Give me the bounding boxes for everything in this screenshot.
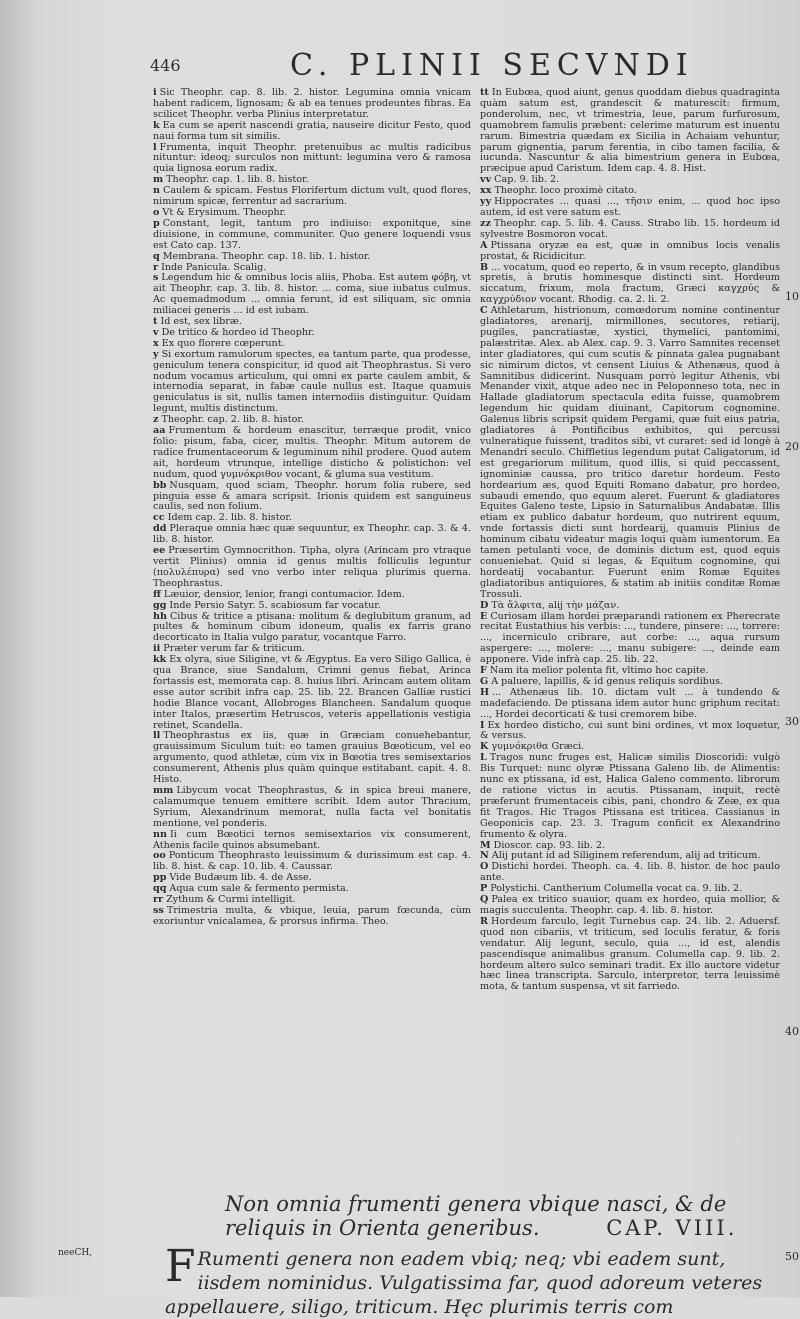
note-label: z	[153, 414, 159, 426]
note-text: Nam ita melior polenta fit, vltimo hoc capite.	[489, 665, 709, 677]
note-text: Legendum hic & omnibus locis aliis, Phoba. Est autem φόβη, vt ait Theophr. cap. 3. lib. 8. histor. ... coma, siue iubatus culmus. Ac quemadmodum ... omnia ferunt, id est siliquam, sic omnia miliacei generis ... id est iubam.	[153, 272, 471, 317]
annotation-note	[153, 121, 471, 143]
annotation-note	[153, 655, 471, 731]
note-text: Si exortum ramulorum spectes, ea tantum parte, qua prodesse, geniculum tenera conspicitur, id quod ait Theophrastus. Si vero nodum vocamus articulum, qui omni ex parte caulem ambit, & internodia separat, in fabæ caule nullus est. Itaque quamuis geniculatus is sit, nullis tamen internodiis distinguitur. Quidam legunt, multis distinctum.	[153, 348, 471, 415]
note-label: bb	[153, 479, 167, 491]
note-label: G	[480, 675, 489, 687]
note-text: Inde Panicula. Scalig.	[161, 261, 267, 273]
note-label: F	[480, 665, 487, 677]
note-text: De tritico & hordeo id Theophr.	[161, 326, 315, 338]
annotation-note	[153, 186, 471, 208]
note-label: rr	[153, 894, 164, 906]
annotation-note	[153, 731, 471, 786]
note-label: aa	[153, 425, 166, 437]
annotation-note	[480, 721, 780, 743]
note-text: Tragos nunc fruges est, Halicæ similis Dioscoridi: vulgò Bis Turquet: nunc olyræ Ptissana Galeno lib. de Alimentis: nunc ex ptissana, id est, Halica Galeno commento. librorum de ratione victus in acutis. Ptissanam, inquit, rectè præferunt frumentaceis cibis, pani, chondro & Zeæ, ex qua fit Tragos. Hic Tragos Ptissana est triticea. Cassianus in Geoponicis cap. 23. 3. Tragum conficit ex Alexandrino frumento & olyra.	[480, 752, 780, 840]
note-label: l	[153, 141, 157, 153]
note-text: Vt & Erysimum. Theophr.	[162, 206, 287, 218]
note-label: mm	[153, 785, 174, 796]
note-label: m	[153, 174, 164, 186]
note-text: Ea cum se aperit nascendi gratia, nauseire dicitur Festo, quod naui forma tum sit similis.	[153, 119, 471, 142]
annotation-note	[153, 350, 471, 415]
annotation-note	[480, 862, 780, 884]
note-label: yy	[480, 196, 492, 208]
note-label: H	[480, 686, 490, 698]
annotation-note	[480, 612, 780, 667]
note-label: ss	[153, 904, 164, 916]
note-text: Athletarum, histrionum, comœdorum nomine continentur gladiatores, arenarij, mirmillones, secutores, retiarij, pugiles, pancratiastæ, xystici, thymelici, pantomimi, palæstritæ. Alex. ab Alex. cap. 9. 3. Varro Samnites recenset inter gladiatores, qui cum scutis & pinnata galea pugnabant sic nimirum dictos, vt censent Liuius & Athenæus, quod à Samnitibus didicerint. Nusquam porrò legitur Athenis, vbi Menander vixit, atque adeo nec in Peloponneso tota, nec in Hallade gladiatorum spectacula edita fuisse, quamobrem legendum hic quidam diuinant, Capitorum cognomine. Galenus libris scripsit quidem Pergami, quæ fuit eius patria, gladiatores à Pontificibus exhibitos, qui percussi vulneratique fuissent, traditos sibi, vt curaret: sed id longè à Menandri seculo. Chiffletius legendum putat Caligatorum, id est gregariorum militum, quod illis, si quid peccassent, ignominiæ caussa, pro tritico daretur hordeum. Festo hordearium æs, quod Equiti Romano dabatur, pro hordeo, subaudi emendo, quo equum aleret. Fuerunt & gladiatores Equites Galeno teste, Lipsio in Saturnalibus Andabatæ. Illis etiam ex publico dabatur hordeum, quo nutrirent equum, vnde fortassis dicti sunt hordearij, quamuis Plinius de hominum cibatu videatur magis loqui quàm iumentorum. Ea tamen petulanti voce, de dominis dictum est, quod equis conueniebat. Quid si legas, & Equitum cognomine, qui hordeatij vocabantur. Fuerunt enim Romæ Equites gladiatoribus antiquiores, & statim ab initiis conditæ Romæ Trossuli.	[480, 305, 780, 600]
note-label: o	[153, 206, 160, 218]
note-text: Sic Theophr. cap. 8. lib. 2. histor. Legumina omnia vnicam habent radicem, lignosam; & ab ea tenues prodeuntes fibras. Ea scilicet Theophr. verba Plinius interpretatur.	[153, 87, 471, 120]
margin-line-number: 50	[785, 1250, 799, 1263]
running-head: C. PLINII SECVNDI	[290, 48, 694, 83]
note-label: pp	[153, 872, 167, 884]
note-text: Vide Budæum lib. 4. de Asse.	[169, 872, 312, 884]
left-notes-column	[153, 88, 471, 1088]
margin-line-number: 40	[785, 1025, 799, 1038]
note-text: Frumenta, inquit Theophr. pretenuibus ac multis radicibus nituntur: ideoq; surculos non mittunt: legumina vero & ramosa quia lignosa eorum radix.	[153, 141, 471, 175]
margin-reference: neeCH,	[58, 1248, 93, 1258]
annotation-note	[153, 88, 471, 121]
annotation-note	[153, 612, 471, 645]
right-notes-column	[480, 88, 780, 1088]
note-label: qq	[153, 883, 167, 895]
note-text: Dioscor. cap. 93. lib. 2.	[493, 839, 606, 851]
note-text: Præter verum far & triticum.	[163, 643, 306, 655]
note-text: Theophr. cap. 5. lib. 4. Causs. Strabo lib. 15. hordeum id sylvestre Bosmoron vocat.	[480, 217, 780, 240]
annotation-note	[153, 546, 471, 590]
note-label: ff	[153, 588, 161, 600]
note-label: xx	[480, 185, 492, 197]
note-label: P	[480, 883, 488, 895]
note-label: E	[480, 610, 488, 622]
note-label: D	[480, 599, 489, 611]
note-label: L	[480, 752, 487, 764]
note-text: Constant, legit, tantum pro indiuiso: exponitque, sine diuisione, in commune, communiter. Quo genere loquendi vsus est Cato cap. 137.	[153, 217, 471, 251]
note-text: Theophrastus ex iis, quæ in Græciam conuehebantur, grauissimum Siculum tuit: eo tamen grauius Bœoticum, vel eo argumento, quod athletæ, cùm vix in Bœotia tres semisextarios consumerent, Athenis plus quàm quinque estitabant. capit. 4. 8. Histo.	[153, 730, 471, 786]
note-text: Aqua cum sale & fermento permista.	[169, 883, 349, 895]
note-text: Polystichi. Cantherium Columella vocat ca. 9. lib. 2.	[490, 883, 743, 895]
note-text: Id est, sex libræ.	[160, 316, 242, 328]
note-text: γυμνόκριθα Græci.	[491, 741, 585, 753]
note-text: Theophr. cap. 2. lib. 8. histor.	[161, 414, 304, 426]
note-text: ... Athenæus lib. 10. dictam vult ... à tundendo & madefaciendo. De ptissana idem autor hunc griphum recitat: ..., Hordei decorticati & tusi cremorem bibe.	[480, 686, 780, 720]
note-label: oo	[153, 850, 166, 862]
chapter-title	[225, 1192, 745, 1240]
annotation-note	[153, 830, 471, 852]
note-label: ll	[153, 730, 161, 742]
note-text: Libycum vocat Theophrastus, & in spica breui manere, calamumque tenuem emittere scribit. Idem autor Thracium, Syrium, Alexandrinum memorat, nulla facta vel bonitatis mentione, vel ponderis.	[153, 785, 471, 829]
note-label: x	[153, 337, 159, 349]
body-paragraph: Rumenti genera non eadem vbiq; neq; vbi eadem sunt, iisdem nominidus. Vulgatissima far, quod adoreum veteres appellauere, siligo, triticum. Hęc plurimis terris com	[165, 1248, 763, 1318]
note-label: y	[153, 348, 159, 360]
annotation-note	[153, 786, 471, 830]
drop-initial: F	[165, 1241, 196, 1292]
margin-line-number: 30	[785, 715, 799, 728]
note-label: vv	[480, 174, 492, 186]
note-label: B	[480, 261, 489, 273]
page-number: 446	[150, 56, 181, 75]
note-text: Alij putant id ad Siliginem referendum, alij ad triticum.	[491, 850, 761, 862]
note-text: Palea ex tritico suauior, quam ex hordeo, quia mollior, & magis succulenta. Theophr. cap. 4. lib. 8. histor.	[480, 894, 780, 916]
note-text: Idem cap. 2. lib. 8. histor.	[167, 512, 292, 524]
note-label: K	[480, 741, 489, 753]
annotation-note	[480, 753, 780, 840]
note-label: dd	[153, 523, 167, 535]
note-label: n	[153, 185, 160, 197]
note-label: ii	[153, 643, 161, 655]
note-text: Curiosam illam hordei præparandi rationem ex Pherecrate recitat Eustathius his verbis: ..., tundere, pinsere: ..., torrere: ..., incerniculo cribrare, aut corbe: ..., aqua rursum aspergere: ..., molere: ..., manu subigere: ..., deinde eam apponere. Vide infrà cap. 25. lib. 22.	[480, 610, 780, 666]
note-text: Ii cum Bœotici ternos semisextarios vix consumerent, Athenis facile quinos absumebant.	[153, 828, 471, 851]
note-text: Nusquam, quod sciam, Theophr. horum folia rubere, sed pinguia esse & amara scripsit. Irionis quidem est sanguineus caulis, sed non folium.	[153, 479, 471, 513]
note-label: O	[480, 861, 489, 873]
note-label: N	[480, 850, 489, 862]
note-text: Ex quo florere cœperunt.	[161, 337, 285, 349]
note-label: zz	[480, 217, 491, 229]
annotation-note	[153, 273, 471, 317]
annotation-note	[153, 524, 471, 546]
note-label: C	[480, 305, 488, 317]
note-text: Theophr. cap. 1. lib. 8. histor.	[166, 174, 309, 186]
annotation-note	[153, 906, 471, 928]
chapter-number: CAP. VIII.	[606, 1216, 738, 1240]
annotation-note	[480, 895, 780, 917]
main-body-text	[165, 1241, 785, 1319]
annotation-note	[480, 241, 780, 263]
note-text: Frumentum & hordeum enascitur, terræque prodit, vnico folio: pisum, faba, cicer, multis. Theophr. Mitum autorem de radice frumentaceorum & leguminum nihil prodere. Quod autem ait, hordeum vtrunque, intellige distichο & polistichon: vel nudum, quod γυμνόκριθον vocant, & gluma sua vestitum.	[153, 425, 471, 480]
note-label: i	[153, 87, 157, 98]
note-label: ee	[153, 545, 166, 557]
note-label: Q	[480, 894, 489, 906]
note-label: A	[480, 239, 488, 251]
note-text: Ponticum Theophrasto leuissimum & durissimum est cap. 4. lib. 8. hist. & cap. 10. lib. 4. Caussar.	[153, 850, 471, 873]
note-text: Inde Persio Satyr. 5. scabiosum far vocatur.	[169, 599, 381, 611]
note-text: Ptissana oryzæ ea est, quæ in omnibus locis venalis prostat, & Ricidicitur.	[480, 239, 780, 262]
note-text: Trimestria multa, & vbique, leuia, parum fœcunda, cùm exoriuntur vnicalamea, & prorsus infirma. Theo.	[153, 904, 471, 927]
note-text: A paluere, lapillis, & id genus reliquis sordibus.	[491, 675, 724, 687]
note-text: Cibus & tritice a ptisana: molitum & deglubitum granum, ad pultes & hominum cibum idoneum, qualis ex farris grano decorticato in Italia vulgo paratur, vocantque Farro.	[153, 610, 471, 644]
note-text: Cap. 9. lib. 2.	[494, 174, 560, 186]
annotation-note	[480, 263, 780, 307]
note-text: Præsertim Gymnocrithon. Tipha, olyra (Arincam pro vtraque vertit Plinius) omnia id genus multis folliculis leguntur (πολυλέπυρα) sed vno verbo inter reliqua plurimis querna. Theophrastus.	[153, 545, 471, 589]
note-text: Τὰ ἄλφιτα, alij τὴν μάζαν.	[491, 599, 620, 611]
note-label: R	[480, 915, 488, 927]
margin-line-number: 10	[785, 290, 799, 303]
annotation-note	[153, 851, 471, 873]
note-label: gg	[153, 599, 167, 611]
annotation-note	[153, 426, 471, 481]
note-text: Zythum & Curmi intelligit.	[166, 894, 296, 906]
note-text: In Eubœa, quod aiunt, genus quoddam diebus quadraginta quàm satum est, grandescit & maturescit: firmum, ponderolum, nec, vt trimestria, leue, parum furfurosum, quamobrem famulis præbent: celerime maturum est inuentu rarum. Bimestria quædam ex Sicilia in Achaiam vehuntur, parum gignentia, parum ferentia, in cibo tamen facilia, & iucunda. Nascuntur & alia bimestrium genera in Eubœa, præcipue apud Caristum. Idem cap. 4. 8. Hist.	[480, 87, 780, 175]
annotation-note	[153, 219, 471, 252]
note-label: I	[480, 719, 485, 731]
note-label: v	[153, 326, 159, 338]
annotation-note	[153, 143, 471, 176]
note-text: Hordeum farculo, legit Turnebus cap. 24. lib. 2. Aduersf. quod non cibariis, vt triticum, sed loculis feratur, & foris vendatur. Alij legunt, seculo, quia ..., id est, alendis pascendisque animalibus granum. Columella cap. 9. lib. 2. hordeum altero sulco seminari tradit. Ex illo auctore videtur hæc linea transcripta. Sarculo, interpretor, terra leuissimè mota, & tantum suspensa, vt sit farriedo.	[480, 915, 780, 993]
chapter-title-text: Non omnia frumenti genera vbique nasci, & de reliquis in Orienta generibus.	[225, 1192, 727, 1240]
note-label: hh	[153, 610, 167, 622]
note-label: M	[480, 839, 491, 851]
page-header	[150, 48, 710, 88]
note-text: Distichi hordei. Theoph. ca. 4. lib. 8. histor. de hoc paulo ante.	[480, 861, 780, 884]
note-text: Ex hordeo disticho, cui sunt bini ordines, vt mox loquetur, & versus.	[480, 719, 780, 742]
margin-line-number: 20	[785, 440, 799, 453]
note-text: Theophr. loco proximè citato.	[494, 185, 637, 197]
note-text: Caulem & spicam. Festus Florifertum dictum vult, quod flores, nimirum spicæ, ferrentur ad sacrarium.	[153, 185, 471, 208]
note-text: Læuior, densior, lenior, frangi contumacior. Idem.	[163, 588, 405, 600]
note-label: t	[153, 316, 158, 328]
annotation-note	[480, 197, 780, 219]
note-label: tt	[480, 87, 489, 98]
annotation-note	[480, 219, 780, 241]
note-text: Ex olyra, siue Siligine, vt & Ægyptus. Ea vero Siligo Gallica, è qua Brance, siue Sandalum, Crimni genus fiebat, Arinca fortassis est, memorata cap. 8. huius libri. Arincam autem olitam esse autor scribit infra cap. 25. lib. 22. Brancen Galliæ rustici hodie Blance vocant, Allobroges Blancheen. Sandalum quoque inter Italos, præsertim Hetruscos, veteris appellationis vestigia retinet, Scandella.	[153, 654, 471, 731]
annotation-note	[480, 306, 780, 600]
note-text: Hippocrates ... quasi ..., τῆσιν enim, ... quod hoc ipso autem, id est vere satum est.	[480, 196, 780, 218]
note-text: ... vocatum, quod eo reperto, & in vsum recepto, glandibus spretis, à brutis hominesque distincti sint. Hordeum siccatum, frixum, mola fractum, Græci καγχρύς & καγχρύδιον vocant. Rhodig. ca. 2. li. 2.	[480, 261, 780, 306]
note-label: s	[153, 272, 159, 284]
note-label: k	[153, 119, 160, 131]
note-text: Membrana. Theophr. cap. 18. lib. 1. histor.	[162, 250, 371, 262]
annotation-note	[153, 481, 471, 514]
note-label: cc	[153, 512, 165, 524]
annotation-note	[480, 917, 780, 993]
annotation-note	[480, 88, 780, 175]
annotation-note	[480, 688, 780, 721]
note-text: Pleraque omnia hæc quæ sequuntur, ex Theophr. cap. 3. & 4. lib. 8. histor.	[153, 523, 471, 546]
note-label: nn	[153, 828, 167, 840]
note-label: q	[153, 250, 160, 262]
note-label: kk	[153, 654, 167, 666]
note-label: r	[153, 261, 159, 273]
note-label: p	[153, 217, 160, 229]
